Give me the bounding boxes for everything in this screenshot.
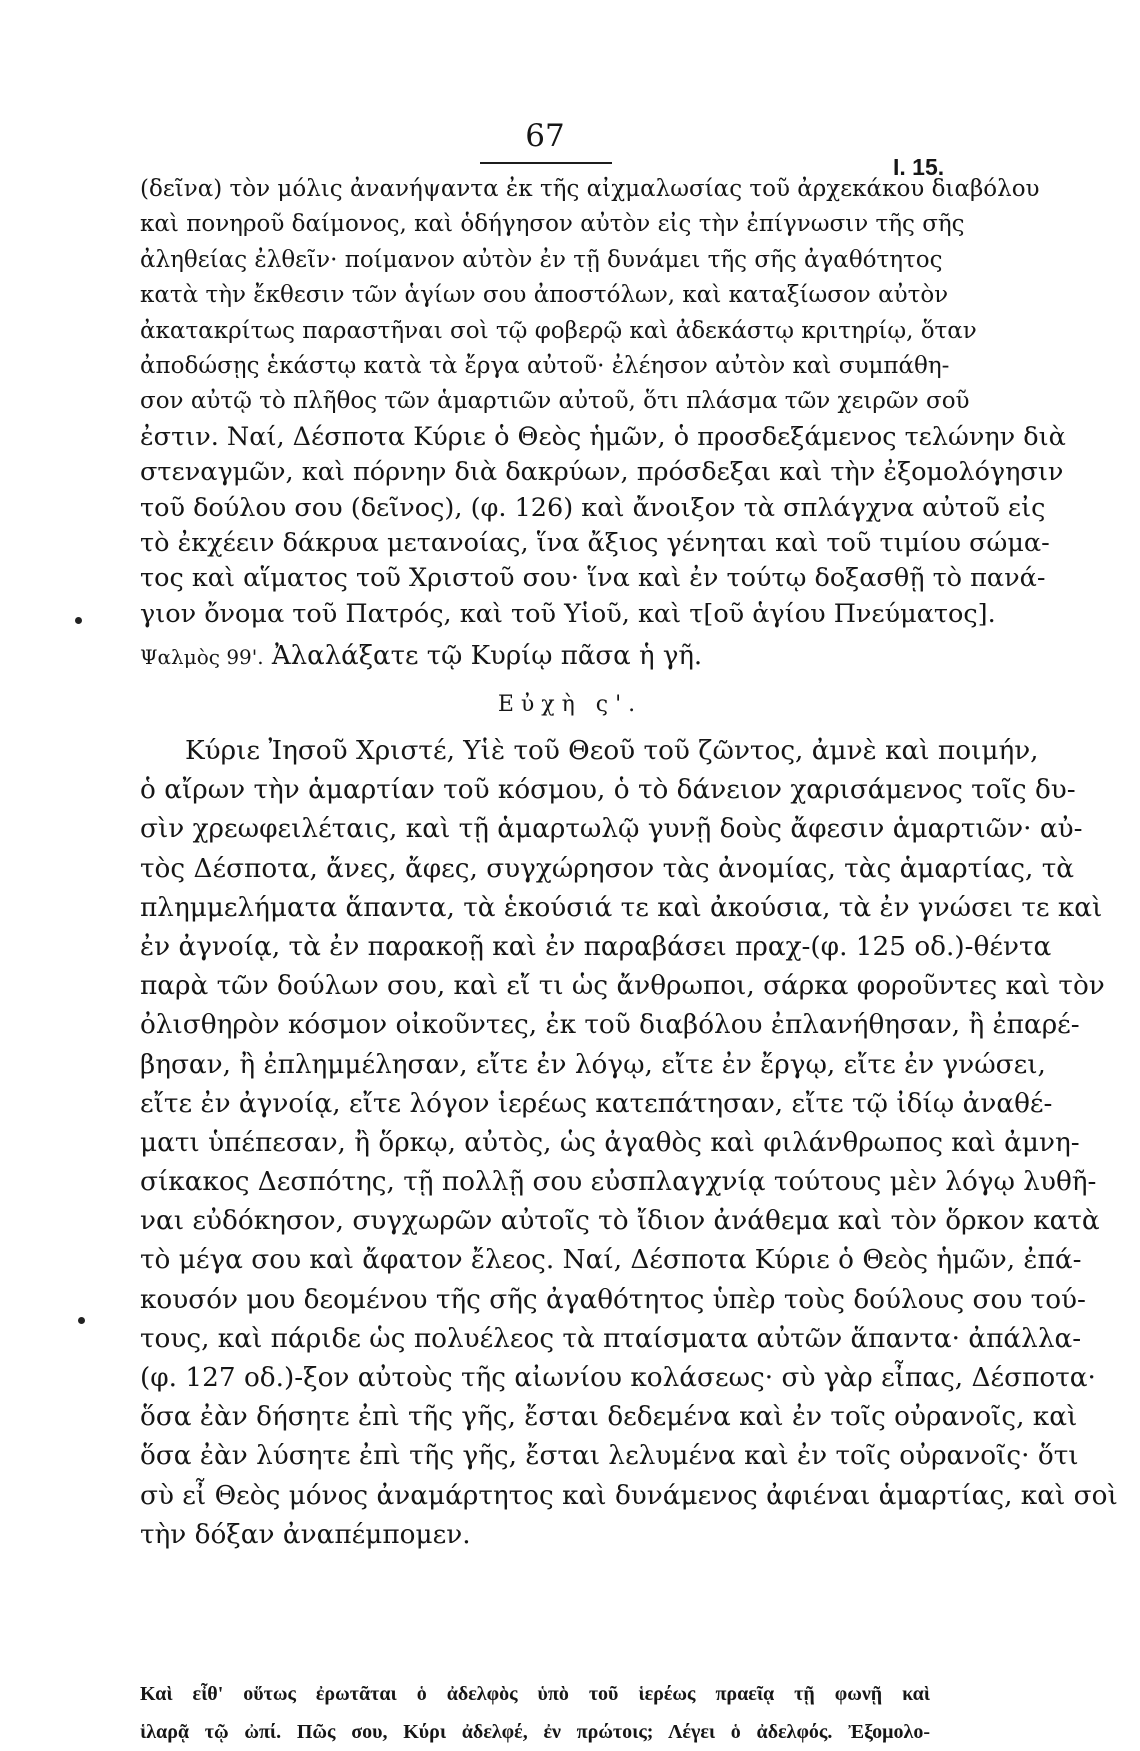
- text-line: (δεῖνα) τὸν μόλις ἀνανήψαντα ἐκ τῆς αἰχμαλωσίας τοῦ ἀρχεκάκου διαβόλου: [140, 176, 1040, 202]
- text-line: ἀποδώσῃς ἑκάστῳ κατὰ τὰ ἔργα αὐτοῦ· ἐλέησον αὐτὸν καὶ συμπάθη-: [140, 352, 950, 379]
- text-line: τὸ μέγα σου καὶ ἄφατον ἔλεος. Ναί, Δέσποτα Κύριε ὁ Θεὸς ἡμῶν, ἐπά-: [140, 1245, 1082, 1276]
- text-line: ἐν ἀγνοίᾳ, τὰ ἐν παρακοῇ καὶ ἐν παραβάσει πραχ-(φ. 125 οδ.)-θέντα: [140, 931, 1052, 962]
- text-line: στεναγμῶν, καὶ πόρνην διὰ δακρύων, πρόσδεξαι καὶ τὴν ἐξομολόγησιν: [140, 457, 1064, 488]
- text-line: πλημμελήματα ἅπαντα, τὰ ἑκούσιά τε καὶ ἀκούσια, τὰ ἐν γνώσει τε καὶ: [140, 892, 1103, 923]
- text-line: κατὰ τὴν ἔκθεσιν τῶν ἁγίων σου ἀποστόλων, καὶ καταξίωσον αὐτὸν: [140, 282, 949, 309]
- text-line: σον αὐτῷ τὸ πλῆθος τῶν ἁμαρτιῶν αὐτοῦ, ὅτι πλάσμα τῶν χειρῶν σοῦ: [140, 388, 970, 415]
- text-line: τοῦ δούλου σου (δεῖνος), (φ. 126) καὶ ἄνοιξον τὰ σπλάγχνα αὐτοῦ εἰς: [140, 492, 1046, 523]
- page-number: 67: [525, 118, 565, 154]
- text-line: γιον ὄνομα τοῦ Πατρός, καὶ τοῦ Υἱοῦ, καὶ τ[οῦ ἁγίου Πνεύματος].: [140, 598, 996, 629]
- text-line: ἱλαρᾷ τῷ ὠπί. Πῶς σου, Κύρι ἀδελφέ, ἐν πρώτοις; Λέγει ὁ ἀδελφός. Ἐξομολο-: [140, 1721, 930, 1743]
- text-line: καὶ πονηροῦ δαίμονος, καὶ ὁδήγησον αὐτὸν εἰς τὴν ἐπίγνωσιν τῆς σῆς: [140, 211, 965, 238]
- text-line: κουσόν μου δεομένου τῆς σῆς ἀγαθότητος ὑπὲρ τοὺς δούλους σου τού-: [140, 1284, 1086, 1315]
- text-line: Κύριε Ἰησοῦ Χριστέ, Υἱὲ τοῦ Θεοῦ τοῦ ζῶντος, ἀμνὲ καὶ ποιμήν,: [185, 736, 1039, 766]
- text-line: ὅσα ἐὰν δήσητε ἐπὶ τῆς γῆς, ἔσται δεδεμένα καὶ ἐν τοῖς οὐρανοῖς, καὶ: [140, 1402, 1078, 1433]
- text-block-opening: [140, 172, 1066, 632]
- text-line: τὸς Δέσποτα, ἄνες, ἄφες, συγχώρησον τὰς ἀνομίας, τὰς ἁμαρτίας, τὰ: [140, 853, 1075, 884]
- text-line: σὶν χρεωφειλέταις, καὶ τῇ ἁμαρτωλῷ γυνῇ δοὺς ἄφεσιν ἁμαρτιῶν· αὐ-: [140, 814, 1083, 845]
- text-line: ἀκατακρίτως παραστῆναι σοὶ τῷ φοβερῷ καὶ ἀδεκάστῳ κριτηρίῳ, ὅταν: [140, 317, 977, 344]
- psalm-text: Ἀλαλάξατε τῷ Κυρίῳ πᾶσα ἡ γῆ.: [271, 641, 703, 671]
- text-line: ναι εὐδόκησον, συγχωρῶν αὐτοῖς τὸ ἴδιον ἀνάθεμα καὶ τὸν ὅρκον κατὰ: [140, 1206, 1100, 1237]
- text-block-rubric: [140, 1675, 930, 1751]
- text-line: σίκακος Δεσπότης, τῇ πολλῇ σου εὐσπλαγχνίᾳ τούτους μὲν λόγῳ λυθῆ-: [140, 1167, 1097, 1198]
- text-line: τους, καὶ πάριδε ὡς πολυέλεος τὰ πταίσματα αὐτῶν ἅπαντα· ἀπάλλα-: [140, 1323, 1082, 1354]
- text-line: παρὰ τῶν δούλων σου, καὶ εἴ τι ὡς ἄνθρωποι, σάρκα φοροῦντες καὶ τὸν: [140, 971, 1105, 1002]
- header-rule: [480, 162, 612, 164]
- margin-dot: [78, 1317, 85, 1324]
- text-line: τὸ ἐκχέειν δάκρυα μετανοίας, ἵνα ἄξιος γένηται καὶ τοῦ τιμίου σώμα-: [140, 527, 1050, 558]
- text-line: ἐστιν. Ναί, Δέσποτα Κύριε ὁ Θεὸς ἡμῶν, ὁ προσδεξάμενος τελώνην διὰ: [140, 421, 1066, 452]
- text-line: βησαν, ἢ ἐπλημμέλησαν, εἴτε ἐν λόγῳ, εἴτε ἐν ἔργῳ, εἴτε ἐν γνώσει,: [140, 1049, 1046, 1080]
- text-line: εἴτε ἐν ἀγνοίᾳ, εἴτε λόγον ἱερέως κατεπάτησαν, εἴτε τῷ ἰδίῳ ἀναθέ-: [140, 1088, 1053, 1119]
- psalm-line: [140, 638, 930, 675]
- psalm-label: Ψαλμὸς 99'.: [140, 645, 264, 669]
- text-line: ὀλισθηρὸν κόσμον οἰκοῦντες, ἐκ τοῦ διαβόλου ἐπλανήθησαν, ἢ ἐπαρέ-: [140, 1010, 1080, 1041]
- text-line: ματι ὑπέπεσαν, ἢ ὅρκῳ, αὐτὸς, ὡς ἀγαθὸς καὶ φιλάνθρωπος καὶ ἀμνη-: [140, 1127, 1080, 1158]
- section-mark: I. 15.: [893, 154, 945, 180]
- margin-dot: [75, 617, 82, 624]
- text-line: τὴν δόξαν ἀναπέμπομεν.: [140, 1519, 471, 1550]
- text-line: Καὶ εἶθ' οὕτως ἐρωτᾶται ὁ ἀδελφὸς ὑπὸ τοῦ ἱερέως πραεῖᾳ τῇ φωνῇ καὶ: [140, 1683, 930, 1705]
- text-line: ἀληθείας ἐλθεῖν· ποίμανον αὐτὸν ἐν τῇ δυνάμει τῆς σῆς ἀγαθότητος: [140, 246, 943, 273]
- page-header: [0, 118, 1140, 178]
- prayer-heading: Εὐχὴ ς'.: [497, 692, 643, 717]
- text-line: ὁ αἴρων τὴν ἁμαρτίαν τοῦ κόσμου, ὁ τὸ δάνειον χαρισάμενος τοῖς δυ-: [140, 775, 1076, 806]
- text-line: σὺ εἶ Θεὸς μόνος ἀναμάρτητος καὶ δυνάμενος ἀφιέναι ἁμαρτίας, καὶ σοὶ: [140, 1480, 1118, 1511]
- text-line: (φ. 127 οδ.)-ξον αὐτοὺς τῆς αἰωνίου κολάσεως· σὺ γὰρ εἶπας, Δέσποτα·: [140, 1363, 1096, 1393]
- text-block-prayer: [140, 732, 1118, 1555]
- text-line: ὅσα ἐὰν λύσητε ἐπὶ τῆς γῆς, ἔσται λελυμένα καὶ ἐν τοῖς οὐρανοῖς· ὅτι: [140, 1441, 1079, 1472]
- text-line: τος καὶ αἵματος τοῦ Χριστοῦ σου· ἵνα καὶ ἐν τούτῳ δοξασθῇ τὸ πανά-: [140, 563, 1046, 594]
